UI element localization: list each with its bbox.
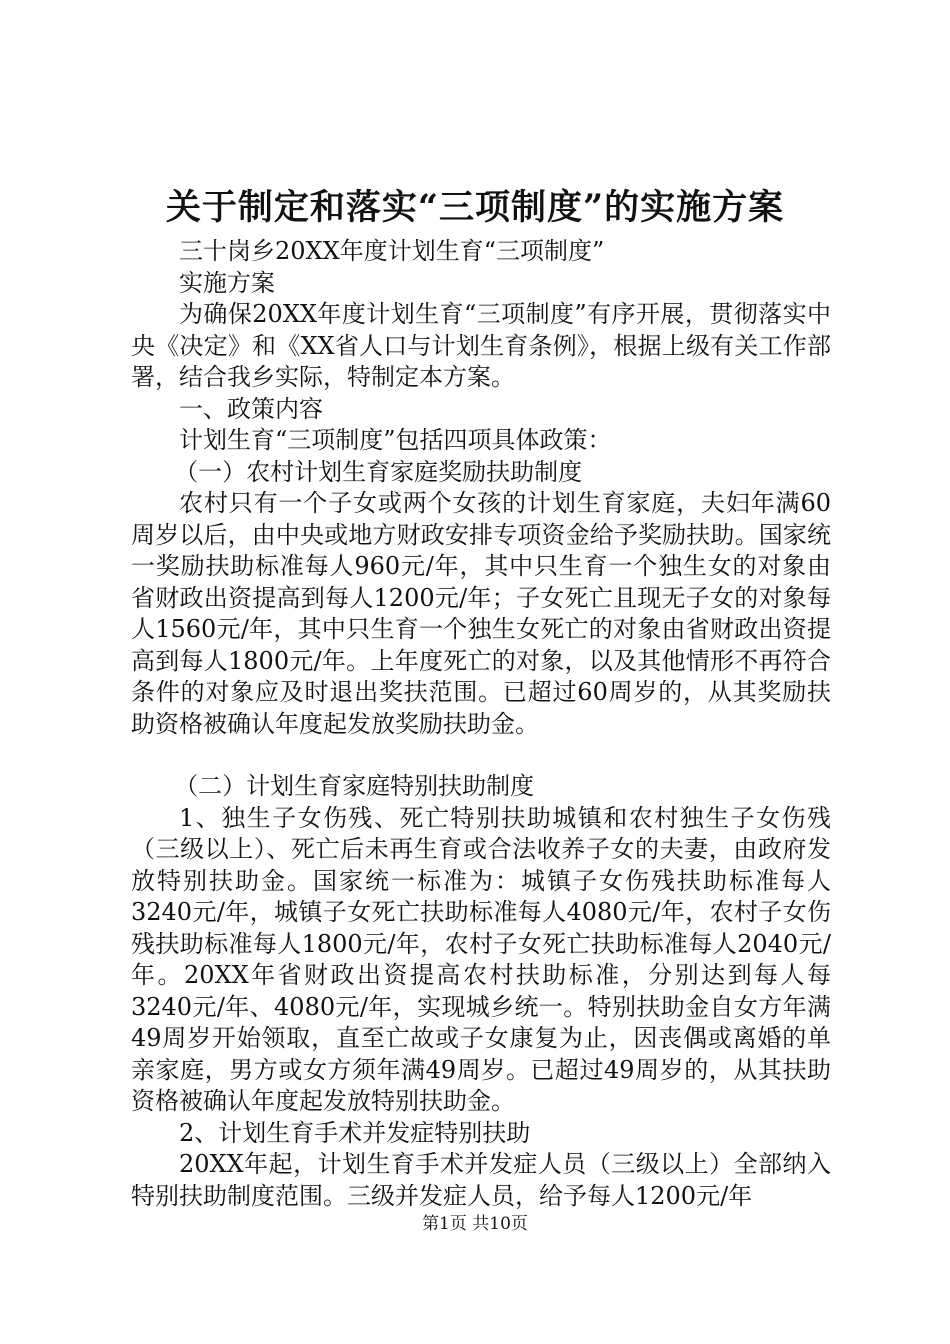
paragraph-subtitle: 三十岗乡20XX年度计划生育“三项制度” bbox=[179, 237, 605, 265]
paragraph-special-2: 20XX年起，计划生育手术并发症人员（三级以上）全部纳入特别扶助制度范围。三级并发症人员，给予每人1200元/年 bbox=[131, 1150, 831, 1210]
paragraph-reward: 农村只有一个子女或两个女孩的计划生育家庭，夫妇年满60周岁以后，由中央或地方财政安排专项资金给予奖励扶助。国家统一奖励扶助标准每人960元/年，其中只生育一个独生女的对象由省财政出资提高到每人1200元/年；子女死亡且现无子女的对象每人1560元/年，其中只生育一个独生女死亡的对象由省财政出资提高到每人1800元/年。上年度死亡的对象，以及其他情形不再符合条件的对象应及时退出奖扶范围。已超过60周岁的，从其奖励扶助资格被确认年度起发放奖励扶助金。 bbox=[131, 489, 831, 738]
subsection-heading-reward: （一）农村计划生育家庭奖励扶助制度 bbox=[174, 457, 583, 486]
paragraph-special-1: 1、独生子女伤残、死亡特别扶助城镇和农村独生子女伤残（三级以上）、死亡后未再生育或合法收养子女的夫妻，由政府发放特别扶助金。国家统一标准为：城镇子女伤残扶助标准每人3240元/年，城镇子女死亡扶助标准每人4080元/年，农村子女伤残扶助标准每人1800元/年，农村子女死亡扶助标准每人2040元/年。20XX年省财政出资提高农村扶助标准，分别达到每人每3240元/年、4080元/年，实现城乡统一。特别扶助金自女方年满49周岁开始领取，直至亡故或子女康复为止，因丧偶或离婚的单亲家庭，男方或女方须年满49周岁。已超过49周岁的，从其扶助资格被确认年度起发放特别扶助金。 bbox=[131, 803, 831, 1115]
subsection-heading-special: （二）计划生育家庭特别扶助制度 bbox=[174, 772, 535, 800]
paragraph-policy-summary: 计划生育“三项制度”包括四项具体政策： bbox=[179, 426, 612, 454]
page-number-footer: 第1页 共10页 bbox=[422, 1214, 528, 1234]
paragraph-plan-label: 实施方案 bbox=[179, 268, 275, 297]
document-body bbox=[131, 236, 831, 1212]
paragraph-intro: 为确保20XX年度计划生育“三项制度”有序开展，贯彻落实中央《决定》和《XX省人口与计划生育条例》，根据上级有关工作部署，结合我乡实际，特制定本方案。 bbox=[131, 300, 831, 391]
paragraph-special-2-heading: 2、计划生育手术并发症特别扶助 bbox=[179, 1118, 531, 1147]
section-heading-policy: 一、政策内容 bbox=[179, 394, 323, 423]
document-title: 关于制定和落实“三项制度”的实施方案 bbox=[165, 187, 785, 228]
